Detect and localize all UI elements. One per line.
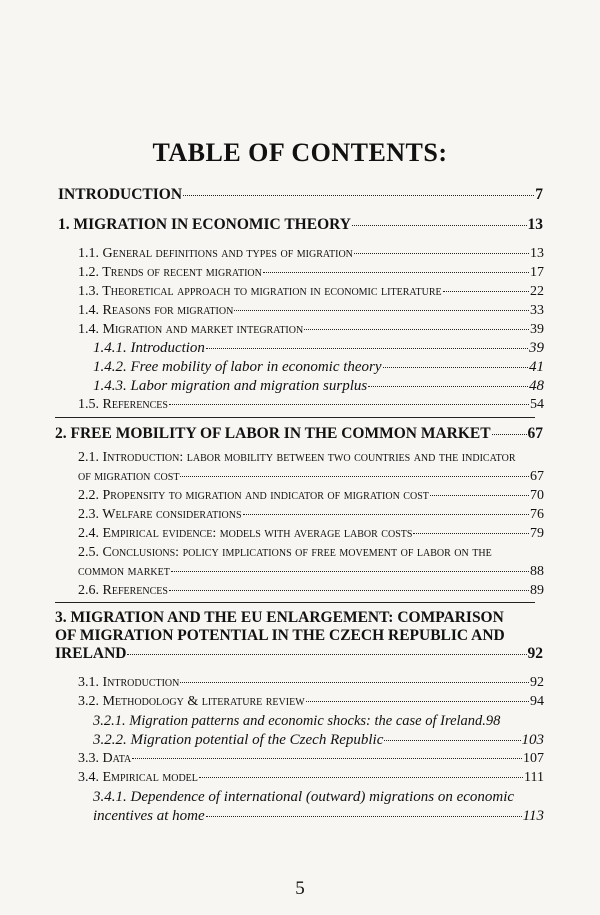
toc-section-3-3[interactable] xyxy=(78,751,544,767)
dot-leader xyxy=(492,434,527,435)
toc-subsection-1-4-3[interactable] xyxy=(93,378,544,395)
toc-entry-label: 1. MIGRATION IN ECONOMIC THEORY xyxy=(58,216,351,233)
toc-entry-page: 92 xyxy=(527,645,543,662)
divider xyxy=(55,417,535,418)
page-number: 5 xyxy=(295,878,305,899)
toc-entry-label: 3.2.1. Migration patterns and economic shocks: the case of Ireland. xyxy=(93,713,486,729)
toc-section-2-1-line1: 2.1. Introduction: labor mobility between two countries and the indicator xyxy=(78,450,516,465)
toc-entry-page: 92 xyxy=(530,675,544,690)
toc-entry-page: 54 xyxy=(530,397,544,412)
toc-subsection-3-2-2[interactable] xyxy=(93,732,544,749)
toc-entry-page: 48 xyxy=(529,378,544,394)
toc-section-1-2[interactable] xyxy=(78,265,544,281)
toc-chapter-3[interactable] xyxy=(55,645,543,663)
toc-entry-page: 70 xyxy=(530,488,544,503)
toc-section-2-1[interactable] xyxy=(78,469,544,485)
toc-chapter-3-line1: 3. MIGRATION AND THE EU ENLARGEMENT: COMPARISON xyxy=(55,609,504,626)
toc-section-2-3[interactable] xyxy=(78,507,544,523)
dot-leader xyxy=(443,291,529,292)
toc-entry-introduction[interactable] xyxy=(58,186,543,204)
toc-entry-page: 33 xyxy=(530,303,544,318)
toc-entry-label: of migration cost xyxy=(78,469,180,484)
dot-leader xyxy=(180,476,529,477)
dot-leader xyxy=(169,590,529,591)
toc-entry-label: 1.3. Theoretical approach to migration in economic literature xyxy=(78,284,442,299)
toc-entry-label: 1.4. Reasons for migration xyxy=(78,303,234,318)
toc-section-2-5-line1: 2.5. Conclusions: policy implications of free movement of labor on the xyxy=(78,545,492,560)
dot-leader xyxy=(180,682,529,683)
dot-leader xyxy=(171,571,529,572)
dot-leader xyxy=(354,253,529,254)
dot-leader xyxy=(206,816,522,817)
toc-entry-label: 2.3. Welfare considerations xyxy=(78,507,242,522)
toc-section-2-4[interactable] xyxy=(78,526,544,542)
toc-entry-label: 1.4. Migration and market integration xyxy=(78,322,304,337)
dot-leader xyxy=(368,386,528,387)
toc-entry-label: incentives at home xyxy=(93,808,205,824)
toc-chapter-2[interactable] xyxy=(55,425,543,443)
dot-leader xyxy=(127,654,526,655)
toc-entry-label: 3.1. Introduction xyxy=(78,675,180,690)
dot-leader xyxy=(243,514,529,515)
toc-entry-label: INTRODUCTION xyxy=(58,186,183,203)
dot-leader xyxy=(306,701,529,702)
dot-leader xyxy=(384,740,520,741)
toc-entry-page: 98 xyxy=(485,713,501,729)
toc-entry-page: 22 xyxy=(530,284,544,299)
toc-entry-label: 2.4. Empirical evidence: models with average labor costs xyxy=(78,526,413,541)
toc-entry-label: 2. FREE MOBILITY OF LABOR IN THE COMMON MARKET xyxy=(55,425,491,442)
dot-leader xyxy=(383,367,528,368)
toc-subsection-3-4-1-line1: 3.4.1. Dependence of international (outward) migrations on economic xyxy=(93,789,515,805)
toc-entry-page: 94 xyxy=(530,694,544,709)
toc-chapter-3-line2: OF MIGRATION POTENTIAL IN THE CZECH REPUBLIC AND xyxy=(55,627,505,644)
toc-section-1-4[interactable] xyxy=(78,303,544,319)
dot-leader xyxy=(263,272,529,273)
toc-entry-page: 17 xyxy=(530,265,544,280)
toc-entry-page: 39 xyxy=(529,340,544,356)
toc-entry-page: 39 xyxy=(530,322,544,337)
toc-section-2-6[interactable] xyxy=(78,583,544,599)
toc-entry-label: 1.4.1. Introduction xyxy=(93,340,205,356)
toc-entry-page: 13 xyxy=(530,246,544,261)
divider xyxy=(55,602,535,603)
dot-leader xyxy=(430,495,529,496)
dot-leader xyxy=(304,329,529,330)
toc-entry-page: 103 xyxy=(521,732,544,748)
dot-leader xyxy=(132,758,522,759)
toc-section-1-1[interactable] xyxy=(78,246,544,262)
toc-section-1-3[interactable] xyxy=(78,284,544,300)
toc-entry-label: 3.2. Methodology & literature review xyxy=(78,694,305,709)
toc-section-3-1[interactable] xyxy=(78,675,544,691)
toc-entry-label: common market xyxy=(78,564,170,579)
toc-entry-page: 88 xyxy=(530,564,544,579)
toc-entry-page: 67 xyxy=(527,425,543,442)
toc-entry-page: 41 xyxy=(529,359,544,375)
page-title: TABLE OF CONTENTS: xyxy=(152,138,448,167)
toc-entry-label: 2.6. References xyxy=(78,583,168,598)
dot-leader xyxy=(199,777,523,778)
dot-leader xyxy=(169,404,529,405)
toc-section-2-5[interactable] xyxy=(78,564,544,580)
toc-entry-label: 1.4.3. Labor migration and migration surplus xyxy=(93,378,368,394)
dot-leader xyxy=(413,533,529,534)
toc-entry-label: 1.1. General definitions and types of migration xyxy=(78,246,353,261)
toc-entry-label: 1.2. Trends of recent migration xyxy=(78,265,262,280)
toc-entry-page: 107 xyxy=(523,751,544,766)
toc-entry-page: 111 xyxy=(524,770,544,785)
toc-subsection-3-2-1[interactable] xyxy=(93,713,544,730)
toc-entry-page: 76 xyxy=(530,507,544,522)
toc-entry-page: 7 xyxy=(535,186,543,203)
toc-entry-label: IRELAND xyxy=(55,645,127,662)
toc-subsection-1-4-1[interactable] xyxy=(93,340,544,357)
toc-entry-page: 89 xyxy=(530,583,544,598)
dot-leader xyxy=(234,310,529,311)
toc-subsection-1-4-2[interactable] xyxy=(93,359,544,376)
toc-section-1-5[interactable] xyxy=(78,397,544,413)
toc-entry-page: 13 xyxy=(527,216,543,233)
toc-subsection-3-4-1[interactable] xyxy=(93,808,544,825)
toc-entry-label: 1.4.2. Free mobility of labor in economic theory xyxy=(93,359,382,375)
toc-entry-label: 1.5. References xyxy=(78,397,168,412)
toc-entry-label: 3.2.2. Migration potential of the Czech Republic xyxy=(93,732,384,748)
toc-entry-label: 3.3. Data xyxy=(78,751,132,766)
toc-entry-page: 67 xyxy=(530,469,544,484)
toc-section-3-2[interactable] xyxy=(78,694,544,710)
toc-section-2-2[interactable] xyxy=(78,488,544,504)
dot-leader xyxy=(352,225,527,226)
toc-entry-page: 113 xyxy=(522,808,544,824)
toc-section-3-4[interactable] xyxy=(78,770,544,786)
dot-leader xyxy=(206,348,528,349)
toc-section-1-4b[interactable] xyxy=(78,322,544,338)
toc-entry-page: 79 xyxy=(530,526,544,541)
toc-entry-label: 3.4. Empirical model xyxy=(78,770,198,785)
toc-entry-label: 2.2. Propensity to migration and indicator of migration cost xyxy=(78,488,429,503)
toc-chapter-1[interactable] xyxy=(58,216,543,234)
dot-leader xyxy=(183,195,534,196)
